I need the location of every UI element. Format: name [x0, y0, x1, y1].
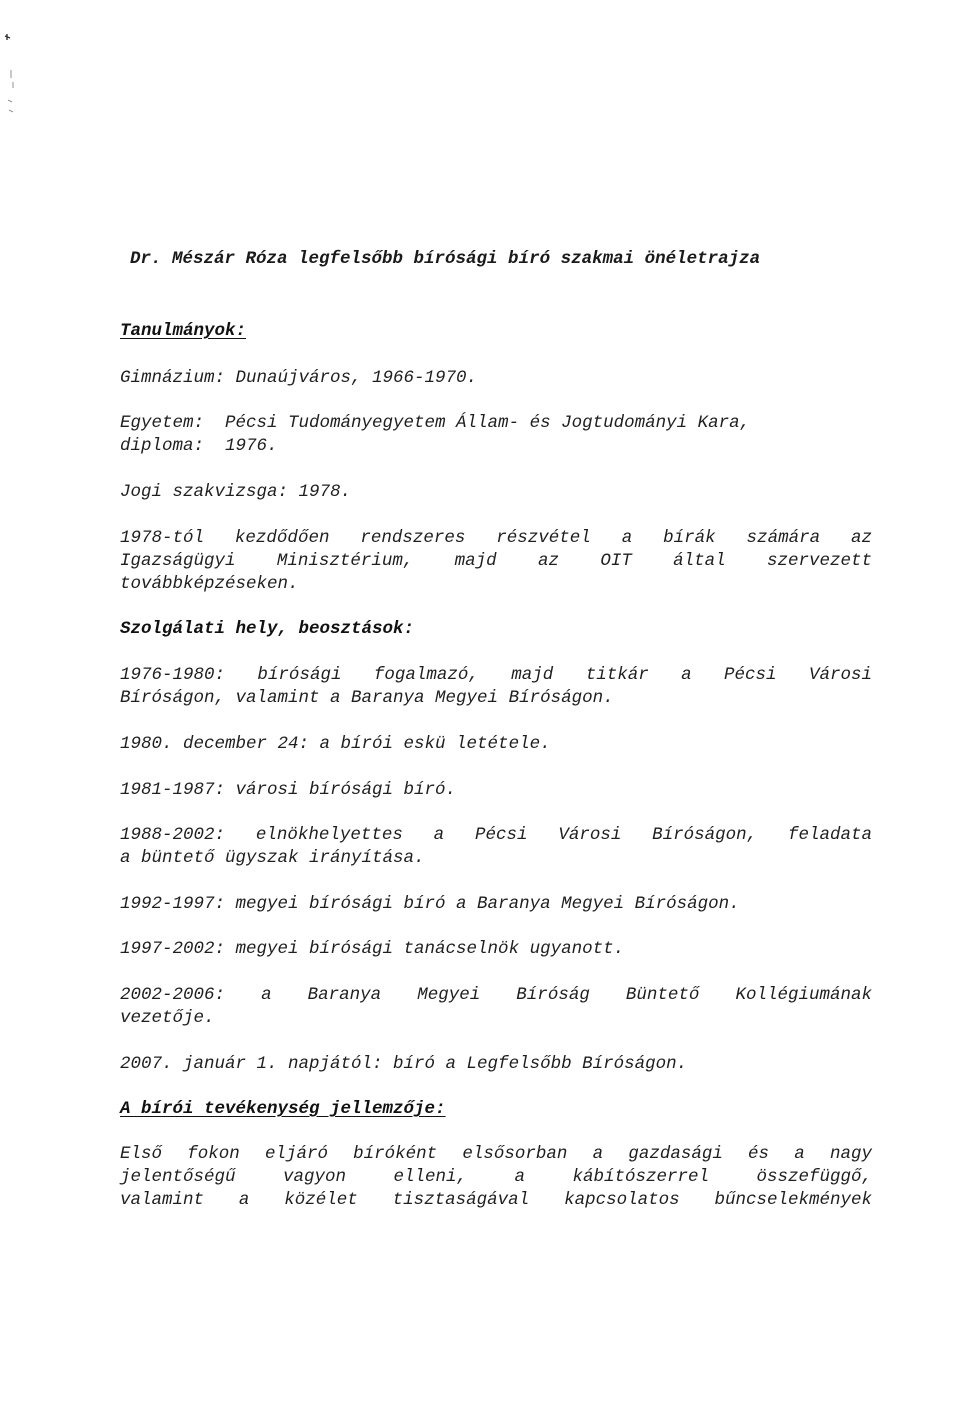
- service-entry-3: 1981-1987: városi bírósági bíró.: [120, 780, 457, 800]
- scan-artifact-mark: [4, 30, 18, 120]
- service-entry-7-line2: vezetője.: [120, 1008, 215, 1028]
- activity-paragraph-line3: valamint a közélet tisztaságával kapcsolatos bűncselekmények: [120, 1190, 872, 1210]
- service-entry-1-line1: 1976-1980: bírósági fogalmazó, majd titkár a Pécsi Városi: [120, 665, 872, 685]
- service-entry-4-line2: a büntető ügyszak irányítása.: [120, 848, 425, 868]
- studies-egyetem-line2: diploma: 1976.: [120, 436, 278, 456]
- service-entry-8: 2007. január 1. napjától: bíró a Legfelsőbb Bíróságon.: [120, 1054, 688, 1074]
- activity-paragraph-line2: jelentőségű vagyon elleni, a kábítószerrel összefüggő,: [120, 1167, 872, 1187]
- studies-egyetem-line1: Egyetem: Pécsi Tudományegyetem Állam- és Jogtudományi Kara,: [120, 413, 751, 433]
- service-entry-7-line1: 2002-2006: a Baranya Megyei Bíróság Büntető Kollégiumának: [120, 985, 872, 1005]
- service-entry-6: 1997-2002: megyei bírósági tanácselnök ugyanott.: [120, 939, 625, 959]
- document-title: Dr. Mészár Róza legfelsőbb bírósági bíró szakmai önéletrajza: [130, 249, 761, 269]
- studies-tovabbkepzes-line3: továbbképzéseken.: [120, 574, 299, 594]
- section-heading-activity: A bírói tevékenység jellemzője:: [120, 1099, 446, 1119]
- studies-tovabbkepzes-line1: 1978-tól kezdődően rendszeres részvétel a bírák számára az: [120, 528, 872, 548]
- service-entry-5: 1992-1997: megyei bírósági bíró a Baranya Megyei Bíróságon.: [120, 894, 740, 914]
- studies-gimnazium: Gimnázium: Dunaújváros, 1966-1970.: [120, 368, 478, 388]
- section-heading-studies: Tanulmányok:: [120, 321, 247, 341]
- service-entry-2: 1980. december 24: a bírói eskü letétele.: [120, 734, 551, 754]
- studies-jogi-szakvizsga: Jogi szakvizsga: 1978.: [120, 482, 352, 502]
- service-entry-4-line1: 1988-2002: elnökhelyettes a Pécsi Városi Bíróságon, feladata: [120, 825, 872, 845]
- studies-tovabbkepzes-line2: Igazságügyi Minisztérium, majd az OIT által szervezett: [120, 551, 872, 571]
- service-entry-1-line2: Bíróságon, valamint a Baranya Megyei Bíróságon.: [120, 688, 614, 708]
- section-heading-service: Szolgálati hely, beosztások:: [120, 619, 415, 639]
- activity-paragraph-line1: Első fokon eljáró bíróként elsősorban a gazdasági és a nagy: [120, 1144, 872, 1164]
